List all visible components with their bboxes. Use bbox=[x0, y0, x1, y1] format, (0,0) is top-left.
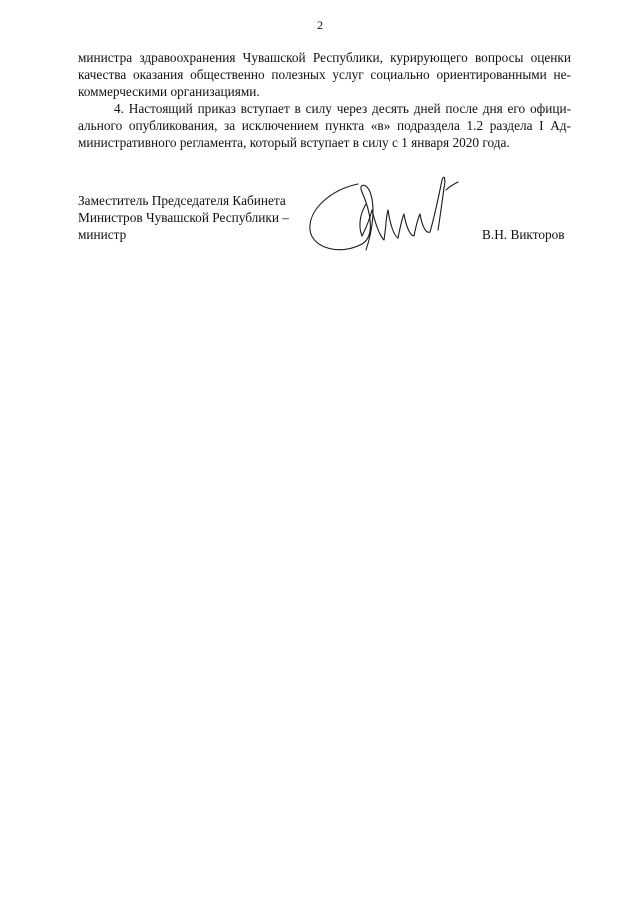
text-line: министра здравоохранения Чувашской Республики, курирующего вопросы оценки bbox=[78, 50, 571, 65]
page-number: 2 bbox=[317, 18, 323, 32]
text-line: коммерческими организациями. bbox=[78, 84, 260, 99]
document-body bbox=[78, 49, 571, 151]
position-line: министр bbox=[78, 227, 127, 242]
text-line: ального опубликования, за исключением пункта «в» подраздела 1.2 раздела I Ад- bbox=[78, 118, 571, 133]
handwritten-signature bbox=[300, 170, 470, 270]
position-line: Заместитель Председателя Кабинета bbox=[78, 193, 286, 208]
text-line: качества оказания общественно полезных услуг социально ориентированными не- bbox=[78, 67, 571, 82]
position-line: Министров Чувашской Республики – bbox=[78, 210, 289, 225]
text-line: министративного регламента, который вступает в силу с 1 января 2020 года. bbox=[78, 135, 510, 150]
text-line: 4. Настоящий приказ вступает в силу через десять дней после дня его офици- bbox=[114, 101, 571, 116]
signatory-position bbox=[78, 192, 289, 243]
signatory-name: В.Н. Викторов bbox=[482, 227, 565, 242]
